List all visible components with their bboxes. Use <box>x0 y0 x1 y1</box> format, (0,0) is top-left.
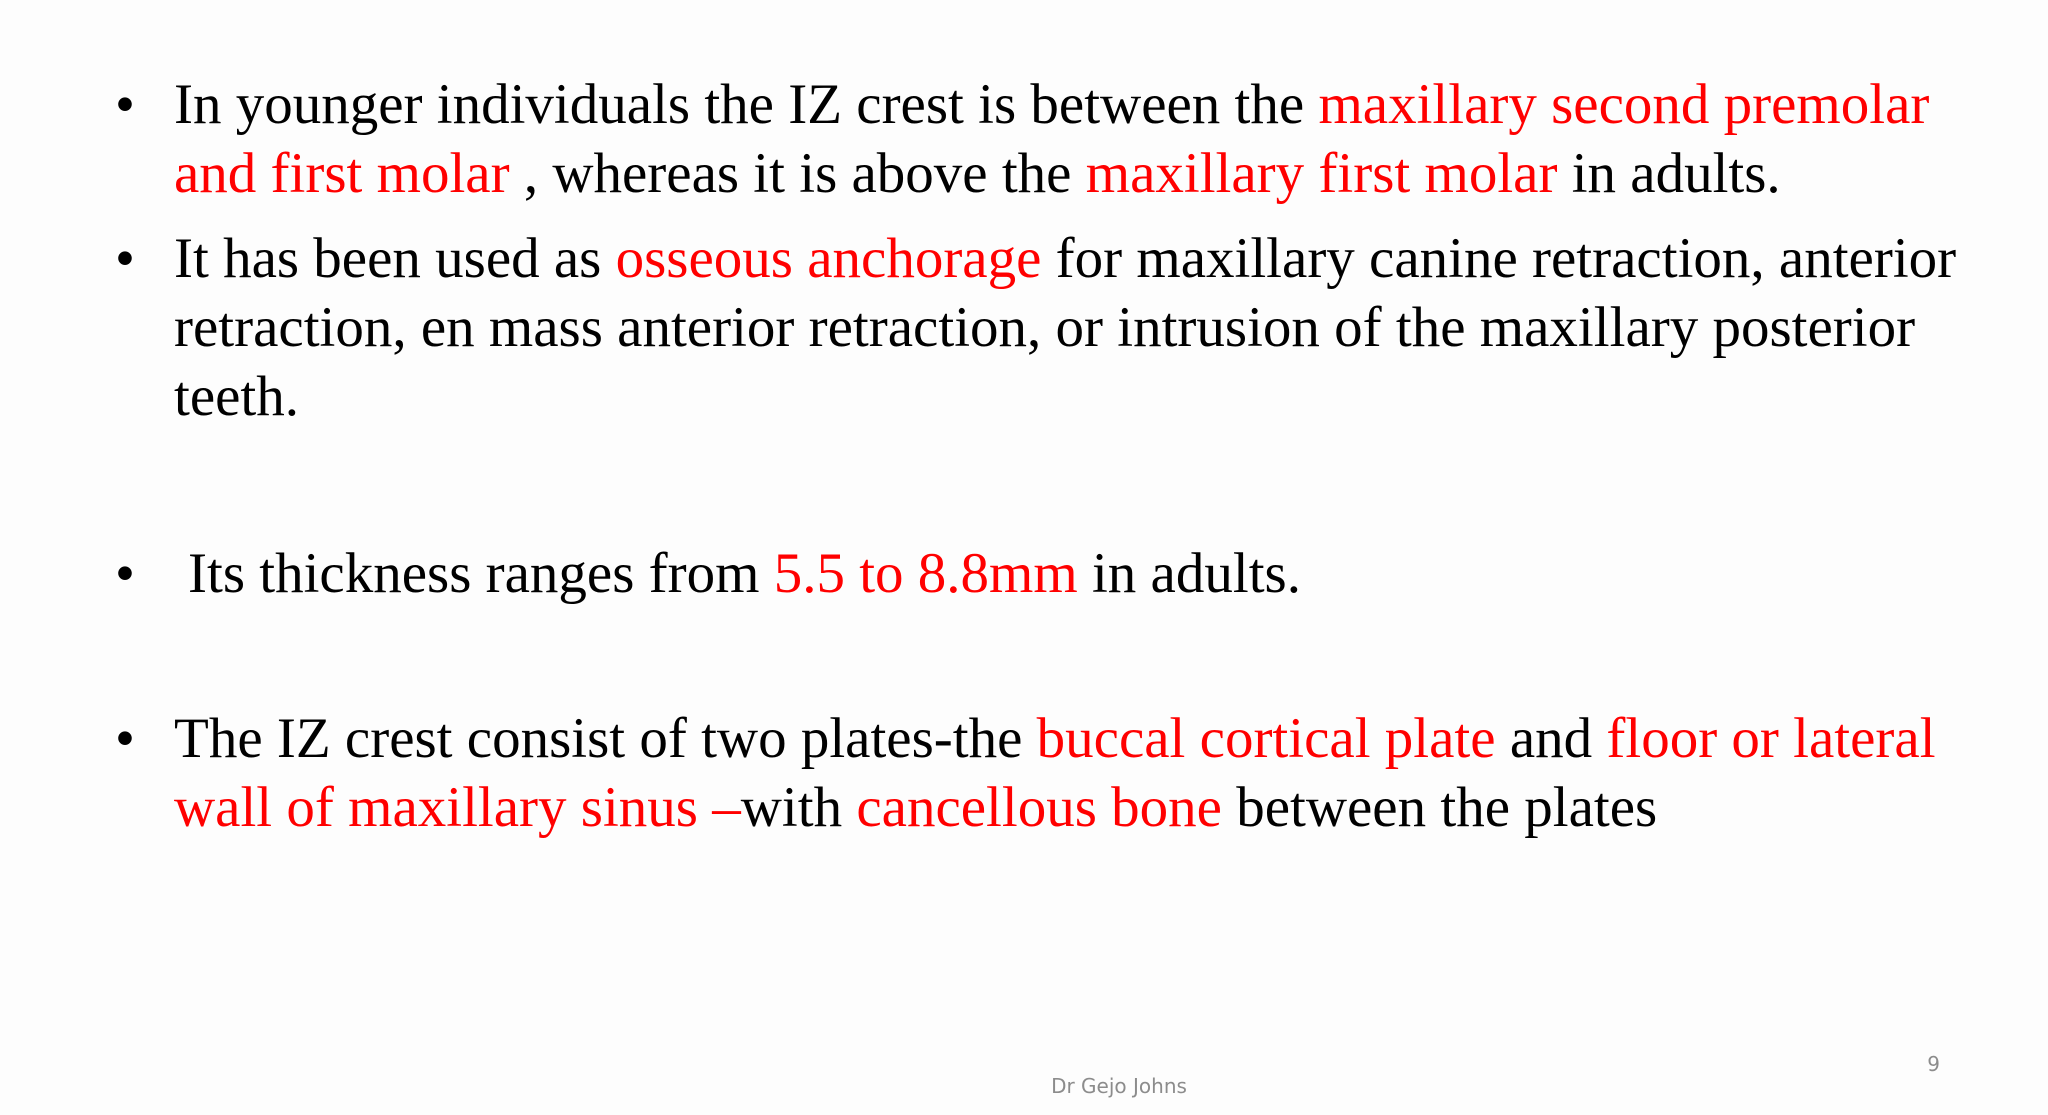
bullet-text: In younger individuals the IZ crest is between the <box>174 73 1319 136</box>
bullet-dot: • <box>115 227 135 290</box>
bullet-text-highlight: buccal cortical plate <box>1036 707 1496 770</box>
bullet-text: It has been used as <box>174 227 616 290</box>
bullet-item <box>115 539 1975 608</box>
footer-author: Dr Gejo Johns <box>1051 1074 1187 1098</box>
bullet-dot: • <box>115 73 135 136</box>
bullet-item <box>115 70 1975 208</box>
bullet-dot: • <box>115 707 135 770</box>
bullet-text-highlight: maxillary first molar <box>1085 142 1558 205</box>
bullet-text-highlight: cancellous bone <box>856 776 1222 839</box>
bullet-text-highlight: maxillary second premolar and first molar <box>174 73 1930 205</box>
bullet-dot: • <box>115 542 135 605</box>
bullet-text: and <box>1495 707 1607 770</box>
bullet-text: between the plates <box>1221 776 1658 839</box>
bullet-item <box>115 704 1975 842</box>
bullet-text: in adults. <box>1077 542 1301 605</box>
bullet-text-highlight: floor or lateral wall of maxillary sinus – <box>174 707 1936 839</box>
bullet-text: , whereas it is above the <box>509 142 1086 205</box>
bullet-text: for maxillary canine retraction, anterior retraction, en mass anterior retraction, or intrusion of the maxillary posterior teeth. <box>174 227 1957 428</box>
bullet-text: The IZ crest consist of two plates-the <box>174 707 1037 770</box>
bullet-item <box>115 224 1975 431</box>
bullet-list <box>115 70 1975 842</box>
bullet-text: Its thickness ranges from <box>188 542 774 605</box>
bullet-text: in adults. <box>1557 142 1781 205</box>
page-number: 9 <box>1927 1052 1940 1076</box>
bullet-text: with <box>740 776 857 839</box>
bullet-text-highlight: 5.5 to 8.8mm <box>773 542 1078 605</box>
bullet-text-highlight: osseous anchorage <box>615 227 1042 290</box>
